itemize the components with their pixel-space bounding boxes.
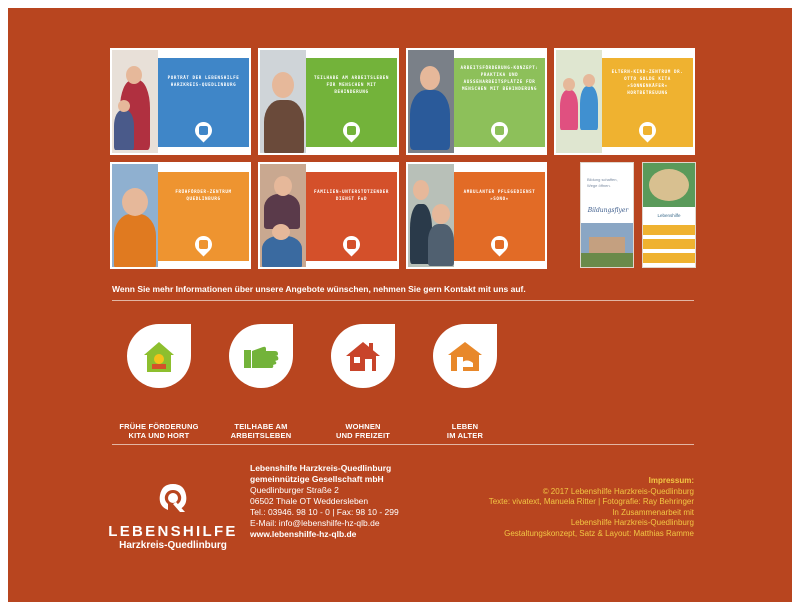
back-cover xyxy=(8,8,792,602)
kita-house-icon xyxy=(127,324,191,388)
category-label: LEBEN IM ALTER xyxy=(446,422,484,440)
flyer-photo xyxy=(581,223,633,267)
brochure-portrait[interactable] xyxy=(110,48,251,155)
brochure-title: ELTERN-KIND-ZENTRUM DR. OTTO GOLDE KITA »SONNENKÄFER« HORTBETREUUNG xyxy=(611,69,684,95)
contact-invitation: Wenn Sie mehr Informationen über unsere Angebote wünschen, nehmen Sie gern Kontakt mit uns auf. xyxy=(112,284,526,294)
flyer-title: Lebenshilfe xyxy=(657,213,681,218)
hand-icon xyxy=(487,118,511,142)
hand-icon xyxy=(339,118,363,142)
brochure-photo xyxy=(112,164,158,267)
brochure-cover xyxy=(454,50,545,153)
brochure-photo xyxy=(408,164,454,267)
brochure-title: AMBULANTER PFLEGEDIENST »SONO« xyxy=(463,189,536,201)
lebenshilfe-logo-icon xyxy=(152,480,194,514)
hand-icon xyxy=(229,324,293,388)
phone-fax: Tel.: 03946. 98 10 - 0 | Fax: 98 10 - 299 xyxy=(250,507,399,517)
divider xyxy=(112,300,694,301)
care-house-icon xyxy=(433,324,497,388)
brochure-title: FAMILIEN-UNTERSTÜTZENDER DIENST FuD xyxy=(314,189,389,201)
org-name: Lebenshilfe Harzkreis-Quedlinburg xyxy=(250,463,392,473)
brochure-photo xyxy=(260,164,306,267)
street: Quedlinburger Straße 2 xyxy=(250,485,339,495)
logo-name: LEBENSHILFE xyxy=(108,523,238,540)
category-label: FRÜHE FÖRDERUNG KITA UND HORT xyxy=(119,422,199,440)
flyer-title: Bildungsflyer xyxy=(587,207,629,214)
brochure-cover xyxy=(306,50,397,153)
house-icon xyxy=(635,118,659,142)
city: 06502 Thale OT Weddersleben xyxy=(250,496,369,506)
lebenshilfe-logo xyxy=(108,480,238,551)
website-link[interactable]: www.lebenshilfe-hz-qlb.de xyxy=(250,529,357,539)
impressum-line: Lebenshilfe Harzkreis-Quedlinburg xyxy=(570,518,694,527)
brochure-pflegedienst[interactable] xyxy=(406,162,547,269)
brochure-photo xyxy=(112,50,158,153)
flyer-photo xyxy=(643,163,695,207)
brochure-title: ARBEITSFÖRDERUNG-KONZEPT: PRAKTIKA UND AUSSENARBEITSPLÄTZE FÜR MENSCHEN MIT BEHINDERUNG xyxy=(460,65,539,91)
flyer-lebenshilfe[interactable] xyxy=(642,162,696,268)
brochure-cover xyxy=(158,50,249,153)
flyer-bildung[interactable]: Bildung schaffen, Wege öffnen. Bildungsflyer xyxy=(580,162,634,268)
house-icon xyxy=(191,232,215,256)
category-leben-im-alter[interactable] xyxy=(400,324,530,440)
impressum-line: © 2017 Lebenshilfe Harzkreis-Quedlinburg xyxy=(542,486,694,496)
impressum-line: Gestaltungskonzept, Satz & Layout: Matthias Ramme xyxy=(504,528,694,538)
divider xyxy=(112,444,694,445)
brochure-familienunterstuetzender-dienst[interactable] xyxy=(258,162,399,269)
brochure-cover xyxy=(306,164,397,267)
impressum xyxy=(460,476,694,539)
impressum-line: In Zusammenarbeit mit xyxy=(612,507,694,517)
category-label: TEILHABE AM ARBEITSLEBEN xyxy=(230,422,292,440)
impressum-line: Texte: vivatext, Manuela Ritter | Fotografie: Ray Behringer xyxy=(488,497,694,506)
email[interactable]: E-Mail: info@lebenshilfe-hz-qlb.de xyxy=(250,518,380,528)
category-label: WOHNEN UND FREIZEIT xyxy=(335,422,391,440)
logo-subtitle: Harzkreis-Quedlinburg xyxy=(119,540,227,551)
brochure-title: PORTRÄT DER LEBENSHILFE HARZKREIS-QUEDLINBURG xyxy=(167,75,240,87)
brochure-cover xyxy=(454,164,545,267)
org-legal-form: gemeinnützige Gesellschaft mbH xyxy=(250,474,384,484)
care-icon xyxy=(487,232,511,256)
brochure-photo xyxy=(408,50,454,153)
impressum-heading: Impressum: xyxy=(648,476,694,485)
lebenshilfe-logo-icon xyxy=(191,118,215,142)
brochure-praktika[interactable] xyxy=(406,48,547,155)
brochure-fruehfoerderzentrum[interactable] xyxy=(110,162,251,269)
brochure-teilhabe[interactable] xyxy=(258,48,399,155)
brochure-title: FRÜHFÖRDER-ZENTRUM QUEDLINBURG xyxy=(175,189,232,201)
brochure-cover xyxy=(158,164,249,267)
brochure-cover xyxy=(602,50,693,153)
brochure-photo xyxy=(556,50,602,153)
home-icon xyxy=(339,232,363,256)
brochure-photo xyxy=(260,50,306,153)
address-block xyxy=(250,463,460,540)
brochure-eltern-kind-zentrum[interactable] xyxy=(554,48,695,155)
brochure-title: TEILHABE AM ARBEITSLEBEN FÜR MENSCHEN MIT BEHINDERUNG xyxy=(314,75,389,94)
home-icon xyxy=(331,324,395,388)
